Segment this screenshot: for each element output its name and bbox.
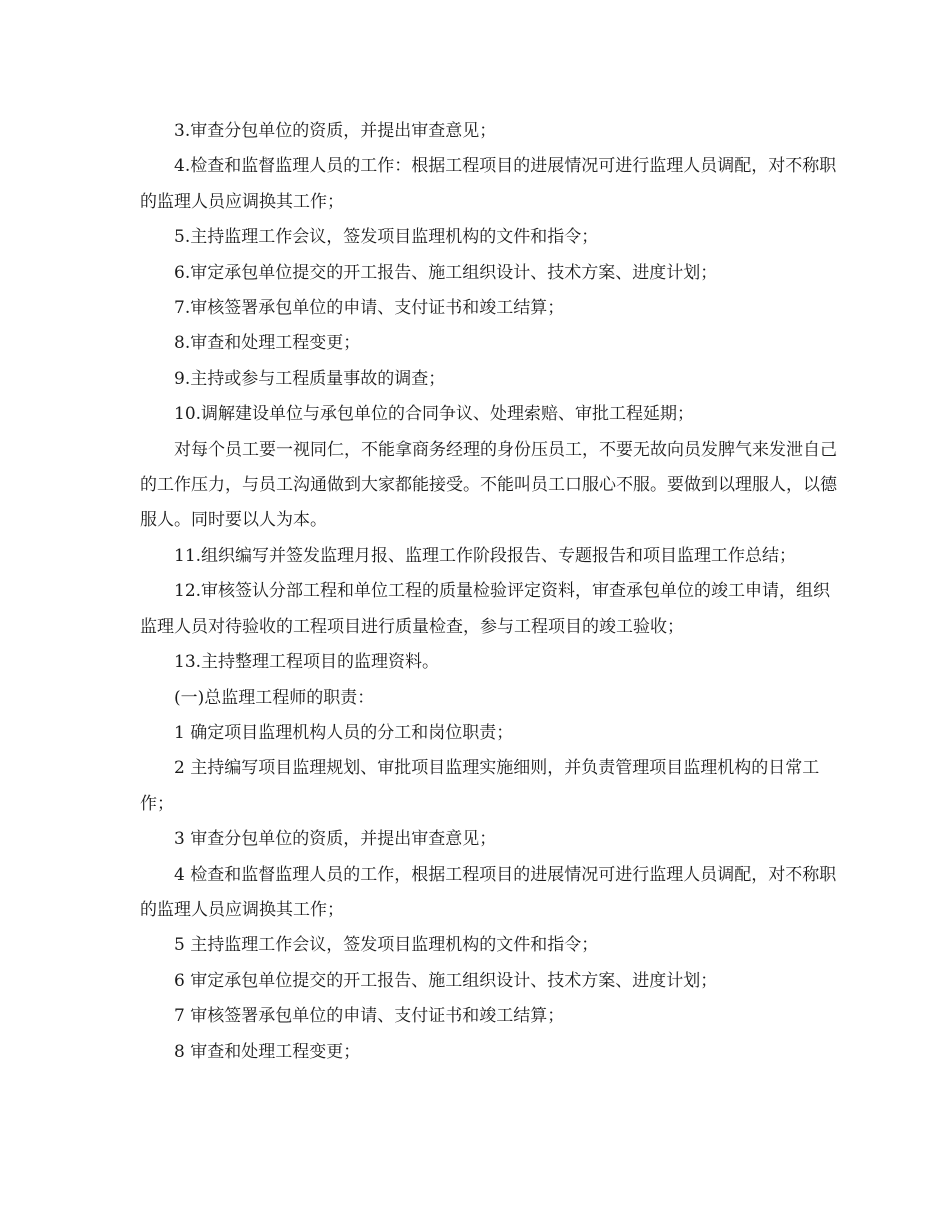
paragraph-8: 10.调解建设单位与承包单位的合同争议、处理索赔、审批工程延期； (174, 404, 695, 425)
paragraph-15: 3 审查分包单位的资质，并提出审查意见； (174, 829, 497, 850)
paragraph-14: 2 主持编写项目监理规划、审批项目监理实施细则，并负责管理项目监理机构的日常工作； (140, 758, 820, 814)
paragraph-17: 5 主持监理工作会议，签发项目监理机构的文件和指令； (174, 935, 599, 956)
paragraph-18: 6 审定承包单位提交的开工报告、施工组织设计、技术方案、进度计划； (174, 970, 718, 991)
paragraph-10: 11.组织编写并签发监理月报、监理工作阶段报告、专题报告和项目监理工作总结； (174, 545, 797, 566)
paragraph-6: 8.审查和处理工程变更； (174, 333, 361, 354)
paragraph-12: 13.主持整理工程项目的监理资料。 (174, 652, 440, 673)
paragraph-2: 4.检查和监督监理人员的工作：根据工程项目的进展情况可进行监理人员调配，对不称职的监理人员应调换其工作； (140, 156, 837, 212)
paragraph-9: 对每个员工要一视同仁，不能拿商务经理的身份压员工，不要无故向员发脾气来发泄自己的工作压力，与员工沟通做到大家都能接受。不能叫员工口服心不服。要做到以理服人，以德服人。同时要以人为本。 (140, 439, 837, 531)
section-heading: (一)总监理工程师的职责： (174, 687, 375, 708)
paragraph-5: 7.审核签署承包单位的申请、支付证书和竣工结算； (174, 298, 565, 319)
paragraph-11: 12.审核签认分部工程和单位工程的质量检验评定资料，审查承包单位的竣工申请，组织监理人员对待验收的工程项目进行质量检查，参与工程项目的竣工验收； (140, 581, 831, 637)
paragraph-20: 8 审查和处理工程变更； (174, 1041, 361, 1062)
paragraph-19: 7 审核签署承包单位的申请、支付证书和竣工结算； (174, 1006, 565, 1027)
paragraph-7: 9.主持或参与工程质量事故的调查； (174, 368, 446, 389)
paragraph-16: 4 检查和监督监理人员的工作，根据工程项目的进展情况可进行监理人员调配，对不称职的监理人员应调换其工作； (140, 864, 837, 920)
paragraph-3: 5.主持监理工作会议，签发项目监理机构的文件和指令； (174, 227, 599, 248)
paragraph-1: 3.审查分包单位的资质，并提出审查意见； (174, 121, 497, 141)
document-page (140, 114, 840, 1070)
paragraph-13: 1 确定项目监理机构人员的分工和岗位职责； (174, 722, 514, 743)
paragraph-4: 6.审定承包单位提交的开工报告、施工组织设计、技术方案、进度计划； (174, 262, 718, 283)
